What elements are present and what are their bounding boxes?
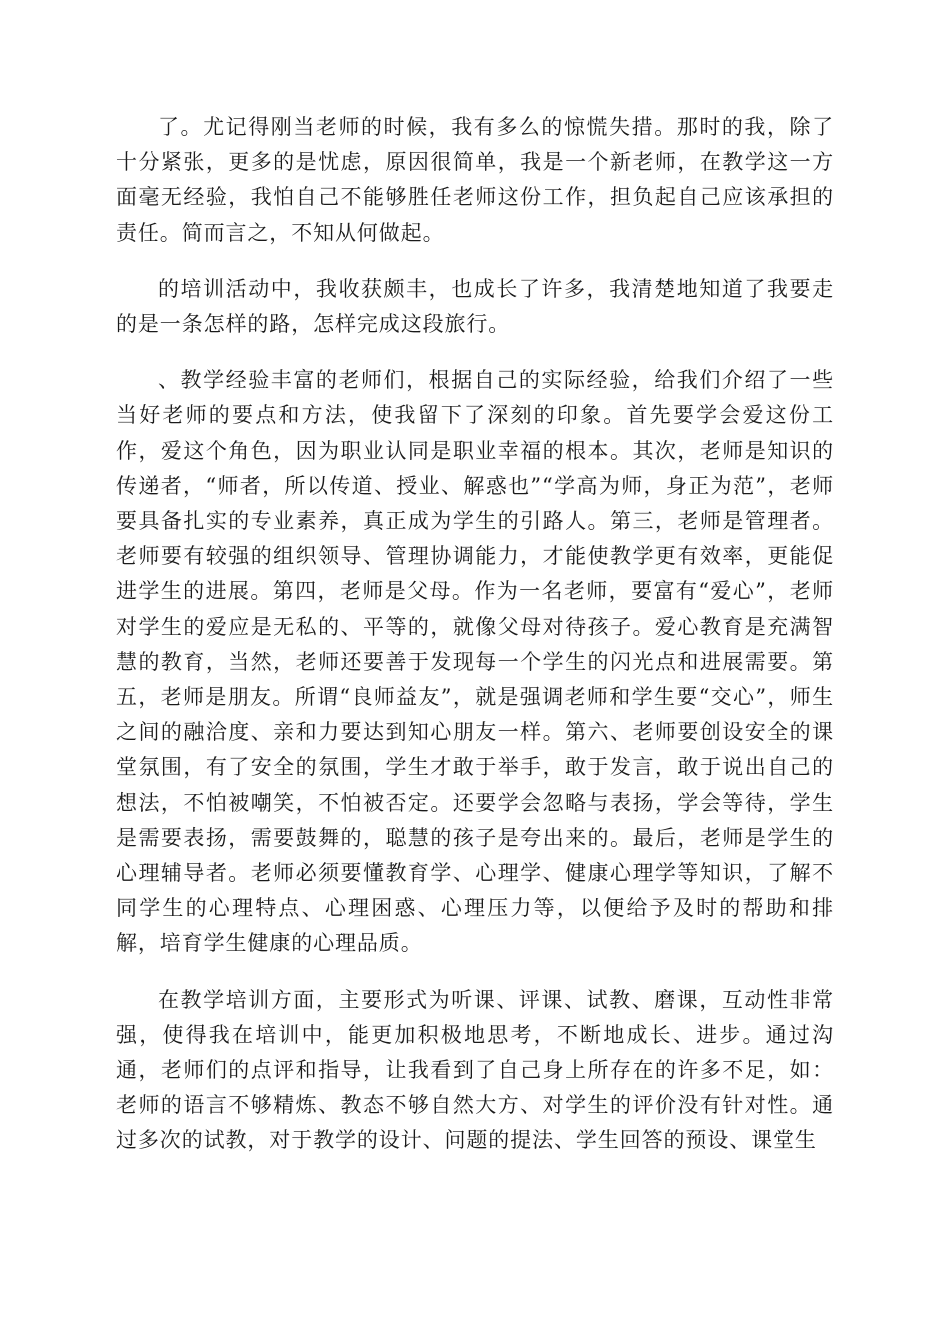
- paragraph-2: 的培训活动中，我收获颇丰，也成长了许多，我清楚地知道了我要走的是一条怎样的路，怎样完成这段旅行。: [116, 276, 834, 337]
- document-body: [116, 110, 834, 1159]
- paragraph-4: 在教学培训方面，主要形式为听课、评课、试教、磨课，互动性非常强，使得我在培训中，能更加积极地思考，不断地成长、进步。通过沟通，老师们的点评和指导，让我看到了自己身上所存在的许多不足，如：老师的语言不够精炼、教态不够自然大方、对学生的评价没有针对性。通过多次的试教，对于教学的设计、问题的提法、学生回答的预设、课堂生: [116, 987, 834, 1153]
- paragraph-1: 了。尤记得刚当老师的时候，我有多么的惊慌失措。那时的我，除了十分紧张，更多的是忧虑，原因很简单，我是一个新老师，在教学这一方面毫无经验，我怕自己不能够胜任老师这份工作，担负起自己应该承担的责任。简而言之，不知从何做起。: [116, 115, 834, 245]
- paragraph-3: 、教学经验丰富的老师们，根据自己的实际经验，给我们介绍了一些当好老师的要点和方法，使我留下了深刻的印象。首先要学会爱这份工作，爱这个角色，因为职业认同是职业幸福的根本。其次，老师是知识的传递者，“师者，所以传道、授业、解惑也”“学高为师，身正为范”，老师要具备扎实的专业素养，真正成为学生的引路人。第三，老师是管理者。老师要有较强的组织领导、管理协调能力，才能使教学更有效率，更能促进学生的进展。第四，老师是父母。作为一名老师，要富有“爱心”，老师对学生的爱应是无私的、平等的，就像父母对待孩子。爱心教育是充满智慧的教育，当然，老师还要善于发现每一个学生的闪光点和进展需要。第五，老师是朋友。所谓“良师益友”，就是强调老师和学生要“交心”，师生之间的融洽度、亲和力要达到知心朋友一样。第六、老师要创设安全的课堂氛围，有了安全的氛围，学生才敢于举手，敢于发言，敢于说出自己的想法，不怕被嘲笑，不怕被否定。还要学会忽略与表扬，学会等待，学生是需要表扬，需要鼓舞的，聪慧的孩子是夸出来的。最后，老师是学生的心理辅导者。老师必须要懂教育学、心理学、健康心理学等知识，了解不同学生的心理特点、心理困惑、心理压力等，以便给予及时的帮助和排解，培育学生健康的心理品质。: [116, 368, 834, 956]
